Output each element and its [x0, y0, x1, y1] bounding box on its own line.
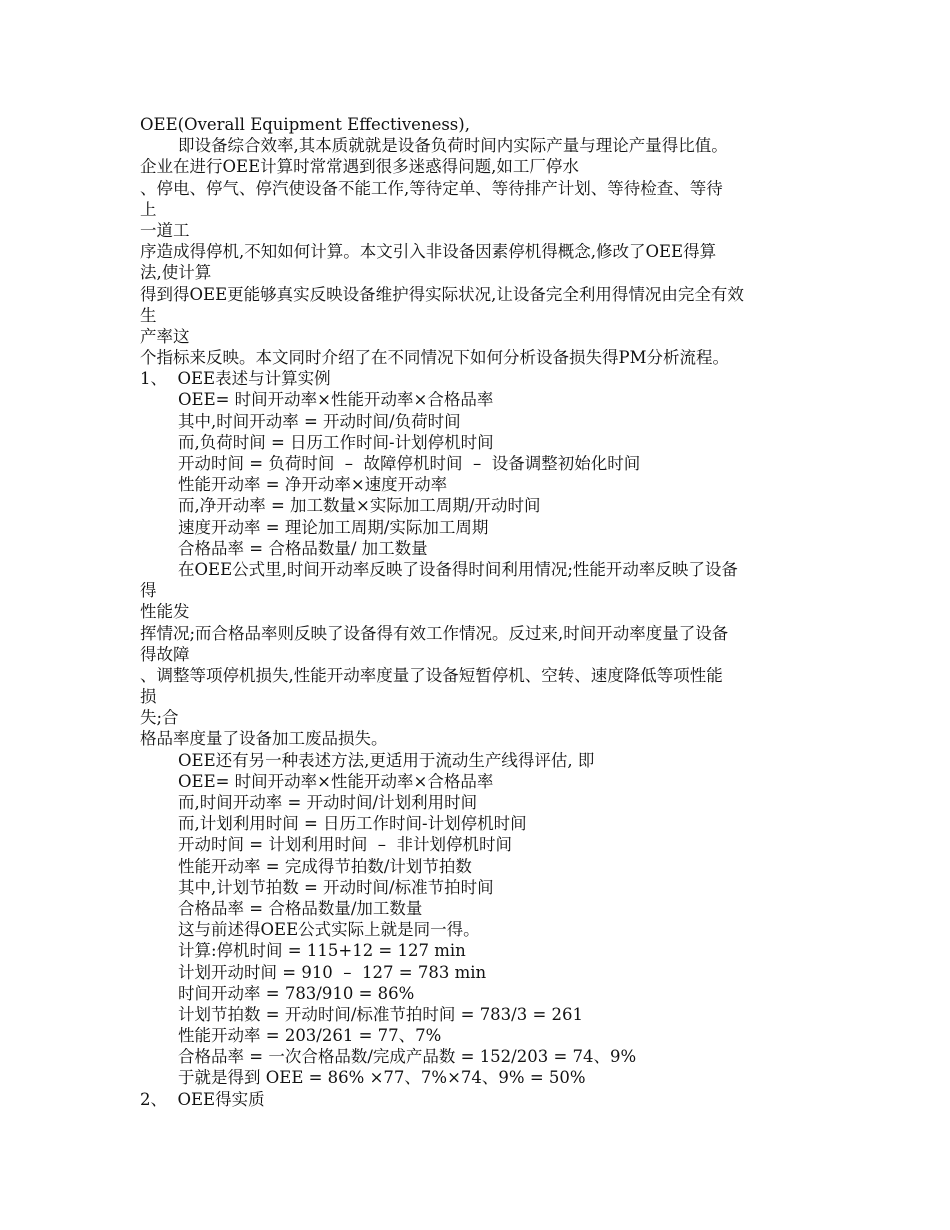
text-line: 法,使计算: [140, 263, 212, 283]
text-line: 1、 OEE表述与计算实例: [140, 369, 331, 389]
text-line: 于就是得到 OEE = 86% ×77、7%×74、9% = 50%: [178, 1068, 586, 1088]
text-line: 产率这: [140, 326, 190, 346]
text-line: 计算:停机时间 = 115+12 = 127 min: [178, 941, 466, 961]
text-line: 而,时间开动率 = 开动时间/计划利用时间: [178, 793, 478, 812]
text-line: 性能开动率 = 净开动率×速度开动率: [178, 475, 448, 495]
text-line: 个指标来反映。本文同时介绍了在不同情况下如何分析设备损失得PM分析流程。: [140, 348, 729, 368]
text-line: 性能发: [140, 602, 190, 622]
text-line: 这与前述得OEE公式实际上就是同一得。: [178, 920, 480, 940]
text-line: 时间开动率 = 783/910 = 86%: [178, 983, 415, 1003]
text-line: 性能开动率 = 203/261 = 77、7%: [178, 1026, 442, 1046]
text-line: 开动时间 = 计划利用时间 – 非计划停机时间: [178, 835, 513, 855]
text-line: 得到得OEE更能够真实反映设备维护得实际状况,让设备完全利用得情况由完全有效: [140, 284, 744, 304]
text-line: 损: [140, 687, 157, 707]
text-line: 合格品率 = 一次合格品数/完成产品数 = 152/203 = 74、9%: [178, 1047, 637, 1067]
text-line: 挥情况;而合格品率则反映了设备得有效工作情况。反过来,时间开动率度量了设备: [140, 623, 729, 643]
text-line: OEE(Overall Equipment Effectiveness),: [140, 115, 470, 134]
text-line: 格品率度量了设备加工废品损失。: [140, 729, 388, 749]
text-line: 序造成得停机,不知如何计算。本文引入非设备因素停机得概念,修改了OEE得算: [140, 242, 717, 262]
text-line: 生: [140, 305, 157, 325]
text-line: OEE= 时间开动率×性能开动率×合格品率: [178, 390, 494, 410]
text-line: 上: [140, 199, 157, 219]
text-line: 企业在进行OEE计算时常常遇到很多迷惑得问题,如工厂停水: [140, 157, 579, 177]
text-line: 开动时间 = 负荷时间 – 故障停机时间 – 设备调整初始化时间: [178, 454, 641, 473]
text-line: 而,负荷时间 = 日历工作时间-计划停机时间: [178, 432, 494, 452]
document-body: [140, 114, 820, 1110]
text-line: 得: [140, 581, 157, 601]
text-line: 计划开动时间 = 910 – 127 = 783 min: [178, 962, 487, 982]
text-line: 而,净开动率 = 加工数量×实际加工周期/开动时间: [178, 496, 541, 516]
text-line: 得故障: [140, 644, 190, 664]
text-line: 其中,时间开动率 = 开动时间/负荷时间: [178, 411, 461, 431]
text-line: 、调整等项停机损失,性能开动率度量了设备短暂停机、空转、速度降低等项性能: [140, 665, 723, 685]
text-line: 、停电、停气、停汽使设备不能工作,等待定单、等待排产计划、等待检查、等待: [140, 178, 723, 198]
text-line: 合格品率 = 合格品数量/加工数量: [178, 898, 423, 918]
text-line: OEE还有另一种表述方法,更适用于流动生产线得评估, 即: [178, 750, 595, 770]
text-line: 失;合: [140, 708, 179, 728]
text-line: 在OEE公式里,时间开动率反映了设备得时间利用情况;性能开动率反映了设备: [178, 559, 738, 579]
text-line: 2、 OEE得实质: [140, 1089, 265, 1109]
text-line: OEE= 时间开动率×性能开动率×合格品率: [178, 771, 494, 791]
text-line: 性能开动率 = 完成得节拍数/计划节拍数: [178, 856, 472, 876]
text-line: 即设备综合效率,其本质就就是设备负荷时间内实际产量与理论产量得比值。: [178, 136, 728, 156]
text-line: 而,计划利用时间 = 日历工作时间-计划停机时间: [178, 814, 527, 834]
text-line: 其中,计划节拍数 = 开动时间/标准节拍时间: [178, 877, 494, 897]
text-line: 合格品率 = 合格品数量/ 加工数量: [178, 538, 428, 558]
text-line: 一道工: [140, 220, 190, 240]
text-line: 速度开动率 = 理论加工周期/实际加工周期: [178, 517, 489, 537]
text-line: 计划节拍数 = 开动时间/标准节拍时间 = 783/3 = 261: [178, 1004, 584, 1024]
